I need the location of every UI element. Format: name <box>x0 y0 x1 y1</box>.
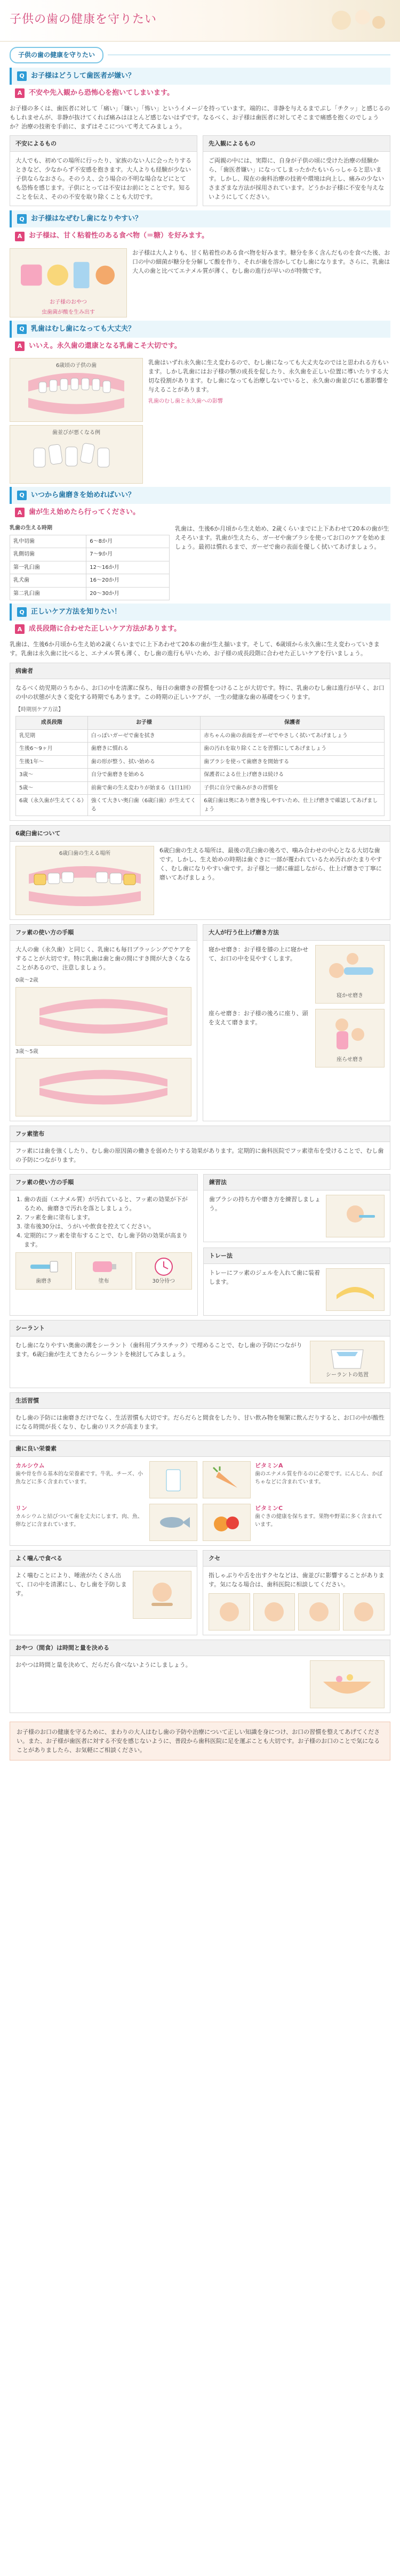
eruption-cell: 乳側切歯 <box>10 548 86 561</box>
nutrient-1-body: 歯や骨を作る基本的な栄養素です。牛乳、チーズ、小魚などに多く含まれています。 <box>15 1471 143 1486</box>
question-badge-icon: Q <box>17 324 27 334</box>
six-year-content <box>10 842 390 919</box>
closing-note: お子様のお口の健康を守るために、まわりの大人はむし歯の予防や治療について正しい知識を身につけ、お口の習慣を整えてあげてください。また、お子様が歯医者に対する不安を感じないように、普段から歯科医院に足を運ぶことも大切です。お子様のお口のことで気になることがありましたら、お気軽にご相談ください。 <box>10 1722 390 1760</box>
prejudice-box-body: ご両親の中には、実際に、自身が子供の頃に受けた治療の経験から、「歯医者嫌い」になってしまったかたもいらっしゃると思います。しかし、現在の歯科治療の技術や環境は向上し、痛みの少ないさまざまな方法が採用されています。どうかお子様に不安を与えないようにしてください。 <box>209 157 385 201</box>
question-1-text: お子様はどうして歯医者が嫌い？ <box>31 71 135 80</box>
habit-title: クセ <box>203 1551 390 1567</box>
fluoride-cap-a: 歯磨き <box>36 1278 52 1285</box>
nutrition-grid <box>10 1457 390 1545</box>
table-cell: 歯の汚れを取り除くことを習慣にしてあげましょう <box>201 743 385 756</box>
header <box>0 0 400 42</box>
eruption-cell: 第一乳臼歯 <box>10 561 86 574</box>
tray-illustration <box>326 1268 385 1311</box>
answer-2 <box>10 227 390 244</box>
training-content <box>204 1191 390 1242</box>
tray-title: トレー法 <box>204 1248 390 1264</box>
answer-1 <box>10 85 390 102</box>
adult-brush-title: 大人が行う仕上げ磨き方法 <box>203 925 390 941</box>
question-5-text: 正しいケア方法を知りたい！ <box>31 608 122 616</box>
upper-lower-teeth-icon <box>29 1063 178 1111</box>
eruption-cell: 16〜20か月 <box>86 574 170 588</box>
chew-habit-row <box>10 1550 390 1635</box>
table-cell: 子供に自分で歯みがきの習慣を <box>201 781 385 795</box>
snack-illustration <box>310 1660 385 1708</box>
child-brushing-icon <box>331 1200 379 1232</box>
baby-teeth-paragraph: 乳歯はいずれ永久歯に生え変わるので、むし歯になっても大丈夫なのではと思われる方もいます。しかし乳歯にはお子様の顎の成長を促したり、永久歯を正しい位置に導いたりする大切な役割があります。むし歯になっても治療しないでいると、永久歯の歯並びにも悪影響を与えることがあります。 <box>148 358 389 393</box>
eruption-row <box>10 524 390 600</box>
table-cell: 歯の形が整う、拭い始める <box>87 755 200 769</box>
child-face-icon <box>261 1599 287 1625</box>
qa-2 <box>10 210 390 244</box>
qa-4 <box>10 487 390 521</box>
baby-teeth-row <box>10 358 390 484</box>
table-row <box>16 781 385 795</box>
habit-fig-1 <box>209 1593 250 1631</box>
fluoride-steps-box <box>10 1174 198 1316</box>
nutrition-title: 歯に良い栄養素 <box>10 1441 390 1457</box>
table-cell: 保護者による仕上げ磨きは続ける <box>201 769 385 782</box>
section-tab <box>10 47 390 63</box>
kids-brush-label-a: 0歳〜2歳 <box>15 977 38 984</box>
habit-fig-4 <box>343 1593 385 1631</box>
table-row <box>16 755 385 769</box>
eruption-row <box>10 548 170 561</box>
q1-paragraph: お子様の多くは、歯医者に対して「痛い」「嫌い」「怖い」というイメージを持っています。端的に、非静を与えるまでぷし「チクッ」と感じるのもしれませんが、非静が抜けてくれば痛みはほとんど感じないはずです。なるべく、お子様は歯医者に対してそこまで痛感を抱くのでしょうか？治療の技術を手前に、まずはそこについて考えてみましょう。 <box>10 104 390 130</box>
answer-4 <box>10 504 390 521</box>
fluoride-body: フッ素には歯を強くしたり、むし歯の原因菌の働きを弱めたりする効果があります。定期的に歯科医院でフッ素塗布を受けることで、むし歯の予防につながります。 <box>15 1147 384 1164</box>
parent-child-sitting-icon <box>321 1013 379 1056</box>
tray-body: トレーにフッ素のジェルを入れて歯に装着します。 <box>209 1269 321 1285</box>
table-cell: 乳児期 <box>16 729 88 743</box>
sugar-row <box>10 248 390 317</box>
answer-badge-icon: A <box>15 88 25 98</box>
eruption-cell: 第二乳臼歯 <box>10 587 86 600</box>
table-cell: 白っぽいガーゼで歯を拭き <box>87 729 200 743</box>
eruption-row <box>10 587 170 600</box>
adult-brush-label-b: 座らせ磨き <box>337 1056 363 1063</box>
question-badge-icon: Q <box>17 491 27 500</box>
age-table <box>15 716 385 816</box>
kids-brush-box <box>10 924 197 1121</box>
age-table-wrap <box>10 706 390 821</box>
kids-teeth-a <box>15 987 191 1046</box>
question-3-text: 乳歯はむし歯になっても大丈夫？ <box>31 324 135 333</box>
eruption-row <box>10 561 170 574</box>
age-table-header: お子様 <box>87 716 200 730</box>
fluoride-step-1: 1. 歯の表面（エナメル質）が汚れていると、フッ素の効果が下がるため、歯磨きで汚れを落としましょう。 <box>24 1195 192 1213</box>
baby-teeth-diagram-a <box>10 358 143 422</box>
nutrient-1-text <box>15 1461 145 1498</box>
question-2-text: お子様はなぜむし歯になりやすい？ <box>31 215 142 223</box>
child-face-icon <box>350 1599 377 1625</box>
sealant-caption: シーラントの処置 <box>326 1372 369 1378</box>
eruption-cell: 20〜30か月 <box>86 587 170 600</box>
eruption-cell: 12〜16か月 <box>86 561 170 574</box>
fluoride-step-4: 4. 定期的にフッ素を塗布することで、むし歯予防の効果が高まります。 <box>24 1231 192 1249</box>
fish-icon <box>155 1509 192 1536</box>
nutrient-3-text <box>255 1461 385 1498</box>
molar-diagram-icon <box>23 858 146 911</box>
qa-5 <box>10 604 390 638</box>
table-cell: 赤ちゃんの歯の表面をガーゼでやさしく拭いてあげましょう <box>201 729 385 743</box>
milk-icon <box>155 1466 192 1493</box>
question-5 <box>10 604 390 621</box>
diet-box <box>10 1392 390 1436</box>
care-box <box>10 663 390 821</box>
nutrient-1 <box>15 1461 197 1498</box>
nutrient-2-body: カルシウムと結びついて歯を丈夫にします。肉、魚、卵などに含まれています。 <box>15 1513 143 1528</box>
six-year-body: 6歳臼歯の生える場所は、最後の乳臼歯の後ろで、噛み合わせの中心となる大切な歯です。しかし、生え始めの時期は歯ぐきに一部が覆われているため汚れがたまりやすく、むし歯になりやすい歯です。お子様と一緒に確認しながら、仕上げ磨きで丁寧に磨いてあげましょう。 <box>159 847 382 882</box>
eruption-cell: 7〜9か月 <box>86 548 170 561</box>
nutrient-4-text <box>255 1504 385 1541</box>
fluoride-step-figures <box>15 1252 192 1290</box>
table-cell: 生後6〜9ヶ月 <box>16 743 88 756</box>
fluoride-step-3: 3. 塗布後30分は、うがいや飲食を控えてください。 <box>24 1222 192 1231</box>
carrot-icon <box>208 1466 245 1493</box>
eruption-cell: 乳犬歯 <box>10 574 86 588</box>
six-year-box <box>10 825 390 920</box>
answer-badge-icon: A <box>15 341 25 351</box>
kids-brush-label-b: 3歳〜5歳 <box>15 1048 38 1055</box>
fear-box-body: 大人でも、初めての場所に行ったり、家族のない人に会ったりするときなど、少なからず不安感を抱きます。大人よりも経験が少ない子供ならなおさら。そのうえ、会う場合の不明な場合などにとても恐怖を感じます。子供にとっては不安はお前にとことです。知ることを伝え、そのの不安を取り除くことも大切です。 <box>15 157 191 201</box>
habit-figures <box>203 1593 390 1635</box>
table-cell: 生後1年〜 <box>16 755 88 769</box>
table-row <box>16 743 385 756</box>
nutrient-3 <box>203 1461 385 1498</box>
crooked-teeth-icon <box>18 437 135 480</box>
section-tab-label: 子供の歯の健康を守りたい <box>10 47 103 63</box>
snack-content <box>10 1656 390 1713</box>
nutrient-2-name: リン <box>15 1504 27 1512</box>
question-1 <box>10 68 390 85</box>
nutrient-1-image <box>149 1461 197 1498</box>
answer-badge-icon: A <box>15 232 25 241</box>
nutrient-2 <box>15 1504 197 1541</box>
question-badge-icon: Q <box>17 607 27 617</box>
header-decoration-icon <box>325 5 389 35</box>
chew-illustration <box>133 1571 191 1619</box>
question-badge-icon: Q <box>17 214 27 224</box>
question-badge-icon: Q <box>17 71 27 81</box>
nutrition-box <box>10 1440 390 1546</box>
fluoride-steps-list <box>15 1195 192 1249</box>
kids-brush-body: 大人の歯（永久歯）と同じく、乳歯にも毎日ブラッシングでケアをすることが大切です。特に乳歯は歯と歯の間にすき間が大きくなることがあるので、注意しましょう。 <box>15 946 191 972</box>
chew-title: よく噛んで食べる <box>10 1551 197 1567</box>
nutrient-1-name: カルシウム <box>15 1462 45 1469</box>
adult-brush-item-1 <box>209 945 385 1004</box>
prejudice-box-title: 先入観によるもの <box>203 136 390 152</box>
sweets-illustration-icon <box>15 249 122 296</box>
chew-body: よく噛むことにより、唾液がたくさん出て、口の中を清潔にし、むし歯を予防します。 <box>15 1571 127 1597</box>
kids-teeth-b <box>15 1058 191 1116</box>
child-face-icon <box>306 1599 332 1625</box>
eruption-table-wrap <box>10 524 170 600</box>
habit-fig-2 <box>253 1593 295 1631</box>
age-table-header: 保護者 <box>201 716 385 730</box>
chew-box <box>10 1550 197 1635</box>
fluoride-steps-body <box>10 1191 197 1294</box>
answer-badge-icon: A <box>15 508 25 517</box>
table-row <box>16 769 385 782</box>
gel-tube-icon <box>87 1256 119 1277</box>
nutrient-4-image <box>203 1504 251 1541</box>
nutrient-3-image <box>203 1461 251 1498</box>
fluoride-tray-icon <box>331 1274 379 1306</box>
qa-1 <box>10 68 390 102</box>
habit-fig-3 <box>298 1593 340 1631</box>
baby-teeth-illustrations <box>10 358 143 484</box>
fluoride-step-2: 2. フッ素を歯に塗布します。 <box>24 1213 192 1222</box>
baby-teeth-caption-c: 乳歯のむし歯と永久歯への影響 <box>148 398 223 405</box>
fear-prejudice-row <box>10 135 390 206</box>
child-face-icon <box>216 1599 243 1625</box>
lying-illustration <box>315 945 385 1004</box>
fluoride-cap-b: 塗布 <box>98 1278 109 1285</box>
answer-5-text: 成長段階に合わせた正しいケア方法があります。 <box>29 625 181 633</box>
child-eating-icon <box>138 1576 186 1613</box>
prejudice-box <box>203 135 390 206</box>
nutrient-4-body: 歯ぐきの健康を保ちます。果物や野菜に多く含まれています。 <box>255 1513 383 1528</box>
sugar-illustration <box>10 248 127 317</box>
training-illustration <box>326 1195 385 1237</box>
table-cell: 3歳〜 <box>16 769 88 782</box>
six-year-caption: 6歳臼歯の生える場所 <box>59 851 111 857</box>
adult-brush-text-2: 座らせ磨き：お子様の後ろに座り、頭を支えて磨きます。 <box>209 1010 308 1026</box>
adult-brush-item-2 <box>209 1009 385 1067</box>
nutrient-2-image <box>149 1504 197 1541</box>
fear-box <box>10 135 197 206</box>
eruption-row <box>10 535 170 548</box>
snack-box <box>10 1640 390 1713</box>
answer-3-text: いいえ。永久歯の還康となる乳歯こそ大切です。 <box>29 341 181 350</box>
tray-box <box>203 1248 390 1316</box>
question-2 <box>10 210 390 227</box>
fluoride-title: フッ素塗布 <box>10 1126 390 1142</box>
question-4 <box>10 487 390 504</box>
fluoride-cap-c: 30分待つ <box>152 1278 175 1285</box>
table-cell: 歯ブラシを使って歯磨きを開始する <box>201 755 385 769</box>
eruption-cell: 乳中切歯 <box>10 535 86 548</box>
answer-1-text: 不安や先入観から恐怖心を抱いてしまいます。 <box>29 88 174 97</box>
age-table-header: 成長段階 <box>16 716 88 730</box>
sealant-box <box>10 1320 390 1388</box>
sugar-paragraph: お子様は大人よりも、甘く粘着性のある食べ物を好みます。糖分を多く含んだものを食べた後、お口の中の細菌が糖分を分解して酸を作り、それが歯を溶かしてむし歯になります。さらに、乳歯は大人の歯と比べてエナメル質が薄く、むし歯の進行が早いのが特徴です。 <box>132 249 390 274</box>
answer-2-text: お子様は、甘く粘着性のある食べ物（＝糖）を好みます。 <box>29 232 209 240</box>
nutrient-4-name: ビタミンC <box>255 1504 283 1512</box>
nutrient-3-name: ビタミンA <box>255 1462 283 1469</box>
qa-3 <box>10 321 390 355</box>
table-cell: 前歯で歯の生え変わりが始まる（1日1回） <box>87 781 200 795</box>
table-row <box>16 795 385 816</box>
six-year-title: 6歳臼歯について <box>10 826 390 842</box>
six-year-illustration <box>15 846 154 915</box>
adult-brush-box <box>203 924 390 1121</box>
fluoride-fig-b <box>75 1252 132 1290</box>
sugar-caption-a: お子様のおやつ <box>50 299 87 305</box>
baby-teeth-caption-b: 歯並びが悪くなる例 <box>52 430 100 436</box>
teeth-diagram-icon <box>18 370 135 418</box>
upper-lower-teeth-icon <box>29 992 178 1040</box>
eruption-cell: 6〜8か月 <box>86 535 170 548</box>
brush-row <box>10 924 390 1121</box>
molar-sealant-icon <box>323 1344 371 1371</box>
answer-badge-icon: A <box>15 624 25 634</box>
fluoride-box <box>10 1126 390 1169</box>
eruption-row <box>10 574 170 588</box>
baby-teeth-caption-a: 6歳頃の子供の歯 <box>55 363 97 369</box>
toothbrush-icon <box>28 1256 60 1277</box>
table-cell: 自分で歯磨きを始める <box>87 769 200 782</box>
training-box <box>203 1174 390 1242</box>
sealant-content <box>10 1336 390 1388</box>
snack-bowl-icon <box>318 1666 377 1703</box>
habit-box <box>203 1550 390 1635</box>
kids-brush-title: フッ素の使い方の手順 <box>10 925 197 941</box>
sealant-illustration <box>310 1341 385 1383</box>
kids-brush-figures <box>10 976 197 1121</box>
nutrient-2-text <box>15 1504 145 1541</box>
parent-child-lying-icon <box>321 949 379 992</box>
fluoride-method-col <box>203 1174 390 1316</box>
table-cell: 5歳〜 <box>16 781 88 795</box>
sealant-title: シーラント <box>10 1320 390 1336</box>
fluoride-fig-c <box>135 1252 192 1290</box>
tray-content <box>204 1264 390 1315</box>
snack-body: おやつは時間と量を決めて、だらだら食べないようにしましょう。 <box>15 1661 191 1669</box>
snack-title: おやつ（間食）は時間と量を決める <box>10 1640 390 1656</box>
fruit-icon <box>208 1509 245 1536</box>
training-title: 練習法 <box>204 1175 390 1191</box>
nutrient-3-body: 歯のエナメル質を作るのに必要です。にんじん、かぼちゃなどに含まれています。 <box>255 1471 383 1486</box>
baby-teeth-text <box>148 358 390 484</box>
table-cell: 6歳臼歯は奥にあり磨き残しやすいため、仕上げ磨きで確認してあげましょう <box>201 795 385 816</box>
fluoride-fig-a <box>15 1252 72 1290</box>
eruption-title: 乳歯の生える時期 <box>10 525 52 532</box>
table-row <box>16 729 385 743</box>
adult-brush-label-a: 寝かせ磨き <box>337 992 363 999</box>
clock-icon <box>148 1256 180 1277</box>
answer-5 <box>10 621 390 638</box>
baby-teeth-diagram-b <box>10 425 143 484</box>
table-cell: 歯磨きに慣れる <box>87 743 200 756</box>
habit-body: 指しゃぶりや舌を出すクセなどは、歯並びに影響することがあります。気になる場合は、歯科医院に相談してください。 <box>209 1571 385 1588</box>
care-box-title: 病歯者 <box>10 663 390 679</box>
diet-title: 生活習慣 <box>10 1393 390 1409</box>
adult-brush-text-1: 寝かせ磨き：お子様を膝の上に寝かせて、お口の中を見やすくします。 <box>209 946 308 963</box>
nutrient-4 <box>203 1504 385 1541</box>
age-table-caption: 【時期別ケア方法】 <box>15 706 63 713</box>
sitting-illustration <box>315 1009 385 1067</box>
table-cell: 6歳（永久歯が生えてくる） <box>16 795 88 816</box>
question-4-text: いつから歯磨きを始めればいい？ <box>31 491 135 499</box>
fluoride-steps-title: フッ素の使い方の手順 <box>10 1175 197 1191</box>
adult-brush-content <box>203 941 390 1072</box>
eruption-table <box>10 535 170 601</box>
sealant-body: むし歯になりやすい奥歯の溝をシーラント（歯科用プラスチック）で埋めることで、むし歯の予防につながります。6歳臼歯が生えてきたらシーラントを検討してみましょう。 <box>15 1341 302 1358</box>
table-cell: 強くて大きい奥臼歯（6歳臼歯）が生えてくる <box>87 795 200 816</box>
sugar-caption-b: 虫歯菌が酸を生み出す <box>42 309 95 316</box>
answer-3 <box>10 338 390 355</box>
fear-box-title: 不安によるもの <box>10 136 197 152</box>
question-3 <box>10 321 390 338</box>
fluoride-row <box>10 1174 390 1316</box>
brushing-paragraph: 乳歯は、生後6か月頃から生え始め、2歳くらいまでに上下あわせて20本の歯が生えそろいます。乳歯が生えたら、ガーゼや歯ブラシを使ってお口のケアを始めましょう。最初は慣れるまで、ガーゼで歯の表面を優しく拭いてあげましょう。 <box>175 525 389 551</box>
page-title: 子供の歯の健康を守りたい <box>10 13 157 26</box>
care-paragraph: 乳歯は、生後6か月頃から生え始め2歳くらいまでに上下あわせて20本の歯が生え揃います。そして、6歳頃から永久歯に生え変わっていきます。乳歯は永久歯に比べると、エナメル質も薄く、むし歯の進行も早いため、お子様の成長段階に合わせた正しいケアを行いましょう。 <box>10 641 380 657</box>
diet-body: むし歯の予防には歯磨きだけでなく、生活習慣も大切です。だらだらと間食をしたり、甘い飲み物を頻繁に飲んだりすると、お口の中が酸性になる時間が長くなり、むし歯のリスクが高まります。 <box>15 1414 385 1430</box>
chew-content <box>10 1567 197 1623</box>
training-body: 歯ブラシの持ち方や磨き方を練習しましょう。 <box>209 1195 321 1212</box>
section-tab-rule <box>108 54 390 55</box>
answer-4-text: 歯が生え始めたら行ってください。 <box>29 508 140 516</box>
care-box-body: なるべく幼児期のうちから、お口の中を清潔に保ち、毎日の歯磨きの習慣をつけることが大切です。特に、乳歯のむし歯は進行が早く、お口の中の状態が大きく変化する時期でもあります。この時期の正しいケアが、一生の健康な歯の基礎をつくります。 <box>15 684 385 700</box>
